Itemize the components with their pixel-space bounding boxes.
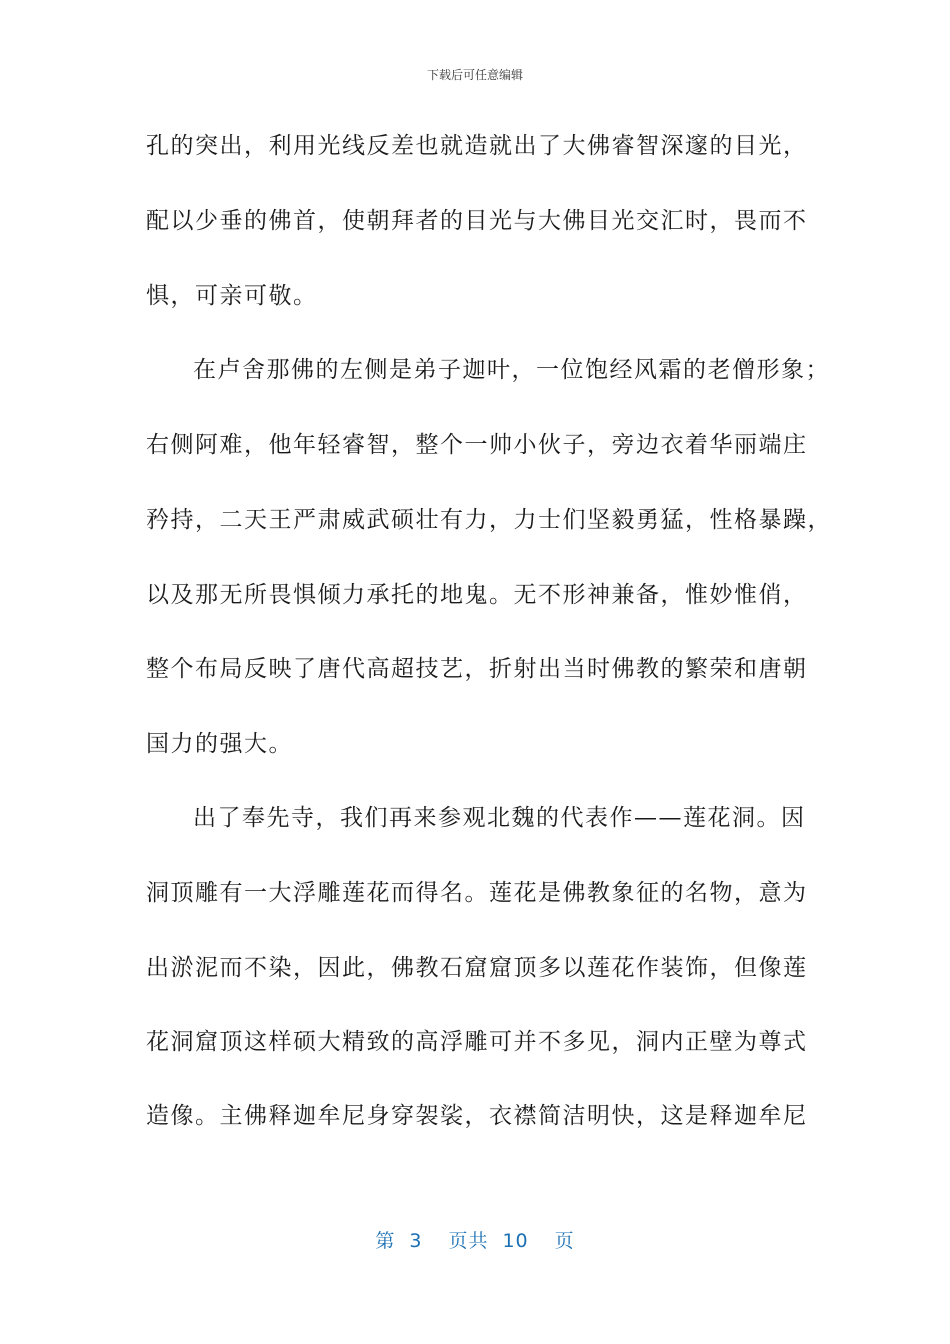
- text-line: 孔的突出，利用光线反差也就造就出了大佛睿智深邃的目光，: [146, 133, 808, 159]
- text-line: 出淤泥而不染，因此，佛教石窟窟顶多以莲花作装饰，但像莲: [146, 955, 808, 981]
- text-line: 整个布局反映了唐代高超技艺，折射出当时佛教的繁荣和唐朝: [146, 656, 808, 682]
- text-line: 洞顶雕有一大浮雕莲花而得名。莲花是佛教象征的名物，意为: [146, 880, 808, 906]
- footer-current-page: 3: [409, 1230, 423, 1252]
- footer-suffix: 页: [554, 1230, 575, 1252]
- text-line: 惧，可亲可敬。: [146, 283, 318, 309]
- text-line: 右侧阿难，他年轻睿智，整个一帅小伙子，旁边衣着华丽端庄: [146, 432, 808, 458]
- page-number-footer: [0, 1226, 950, 1253]
- footer-prefix: 第: [375, 1230, 396, 1252]
- text-line: 在卢舍那佛的左侧是弟子迦叶，一位饱经风霜的老僧形象；: [193, 357, 830, 383]
- text-line: 造像。主佛释迦牟尼身穿袈裟，衣襟简洁明快，这是释迦牟尼: [146, 1103, 808, 1129]
- text-line: 矜持，二天王严肃威武硕壮有力，力士们坚毅勇猛，性格暴躁，: [146, 507, 832, 533]
- text-line: 配以少垂的佛首，使朝拜者的目光与大佛目光交汇时，畏而不: [146, 208, 808, 234]
- header-note: 下载后可任意编辑: [426, 68, 523, 82]
- footer-total-pages: 10: [502, 1230, 529, 1252]
- text-line: 花洞窟顶这样硕大精致的高浮雕可并不多见，洞内正壁为尊式: [146, 1029, 808, 1055]
- text-line: 以及那无所畏惧倾力承托的地鬼。无不形神兼备，惟妙惟俏，: [146, 582, 808, 608]
- text-line: 国力的强大。: [146, 731, 293, 757]
- text-line: 出了奉先寺，我们再来参观北魏的代表作——莲花洞。因: [193, 805, 806, 831]
- footer-middle: 页共: [448, 1230, 489, 1252]
